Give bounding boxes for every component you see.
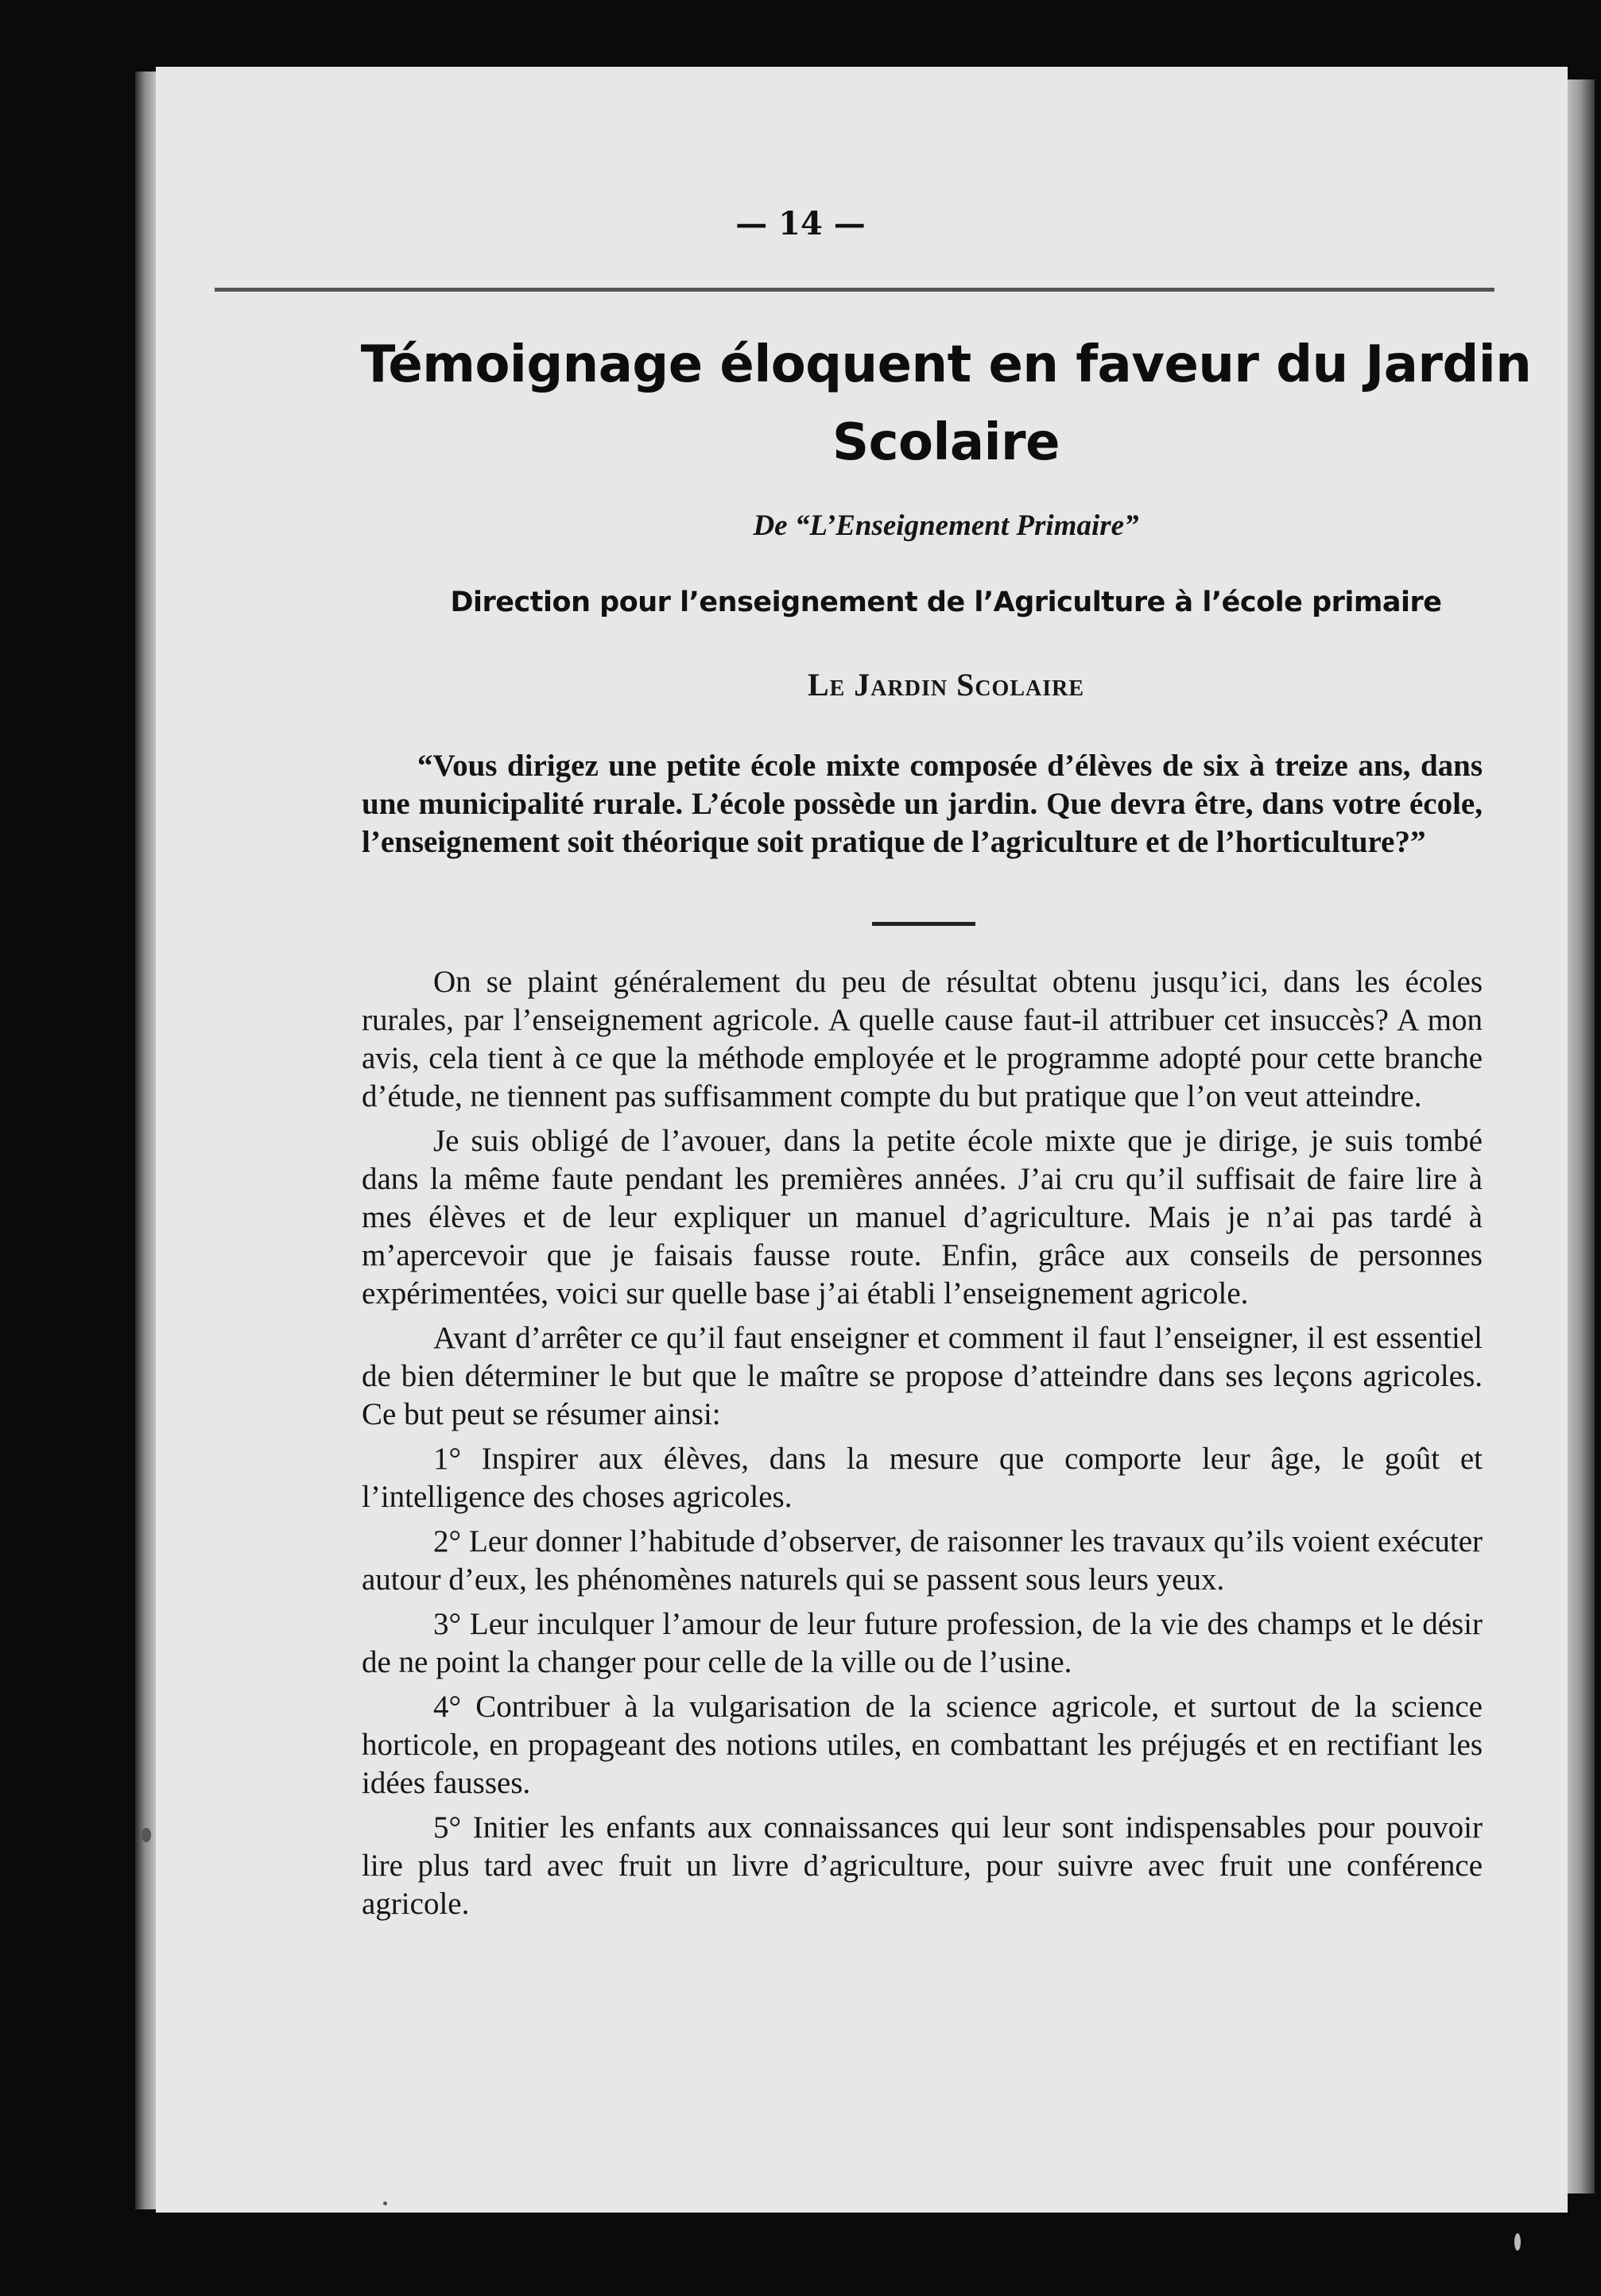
opening-quote: “Vous dirigez une petite école mixte composée d’élèves de six à treize ans, dans une municipalité rurale. L’école possède un jardin. Que devra être, dans votre école, l’enseignement soit théorique soit pratique de l’agriculture et de l’horticulture?”: [362, 749, 1483, 859]
scan-speck: [1514, 2233, 1521, 2251]
paragraph: Avant d’arrêter ce qu’il faut enseigner et comment il faut l’enseigner, il est essentiel de bien déterminer le but que le maître se propose d’atteindre dans ses leçons agricoles. Ce but peut se résumer ainsi:: [362, 1321, 1483, 1431]
section-heading: Le Jardin Scolaire: [807, 667, 1085, 703]
list-item: 1° Inspirer aux élèves, dans la mesure que comporte leur âge, le goût et l’intelligence des choses agricoles.: [362, 1442, 1483, 1514]
article-source: De “L’Enseignement Primaire”: [753, 509, 1139, 542]
scan-speck: [141, 1828, 151, 1842]
scan-speck: [383, 2201, 387, 2205]
article-direction: Direction pour l’enseignement de l’Agriculture à l’école primaire: [450, 587, 1442, 618]
page-number: — 14 —: [735, 205, 866, 242]
list-item: 2° Leur donner l’habitude d’observer, de raisonner les travaux qu’ils voient exécuter autour d’eux, les phénomènes naturels qui se passent sous leurs yeux.: [362, 1524, 1483, 1597]
list-item: 4° Contribuer à la vulgarisation de la science agricole, et surtout de la science horticole, en propageant des notions utiles, en combattant les préjugés et en rectifiant les idées fausses.: [362, 1690, 1483, 1800]
list-item: 5° Initier les enfants aux connaissances qui leur sont indispensables pour pouvoir lire plus tard avec fruit un livre d’agriculture, pour suivre avec fruit une conférence agricole.: [362, 1810, 1483, 1921]
paragraph: On se plaint généralement du peu de résultat obtenu jusqu’ici, dans les écoles rurales, par l’enseignement agricole. A quelle cause faut-il attribuer cet insuccès? A mon avis, cela tient à ce que la méthode employée et le programme adopté pour cette branche d’étude, ne tiennent pas suffisamment compte du but pratique que l’on veut atteindre.: [362, 965, 1483, 1113]
list-item: 3° Leur inculquer l’amour de leur future profession, de la vie des champs et le désir de ne point la changer pour celle de la ville ou de l’usine.: [362, 1607, 1483, 1679]
article-body: [362, 963, 1483, 1930]
header-rule: [215, 288, 1494, 292]
paragraph: Je suis obligé de l’avouer, dans la petite école mixte que je dirige, je suis tombé dans la même faute pendant les premières années. J’ai cru qu’il suffisait de faire lire à mes élèves et de leur expliquer un manuel d’agriculture. Mais je n’ai pas tardé à m’apercevoir que je faisais fausse route. Enfin, grâce aux conseils de personnes expérimentées, voici sur quelle base j’ai établi l’enseignement agricole.: [362, 1124, 1483, 1311]
article-title: Témoignage éloquent en faveur du Jardin Scolaire: [360, 335, 1532, 472]
separator-rule: [872, 922, 975, 926]
